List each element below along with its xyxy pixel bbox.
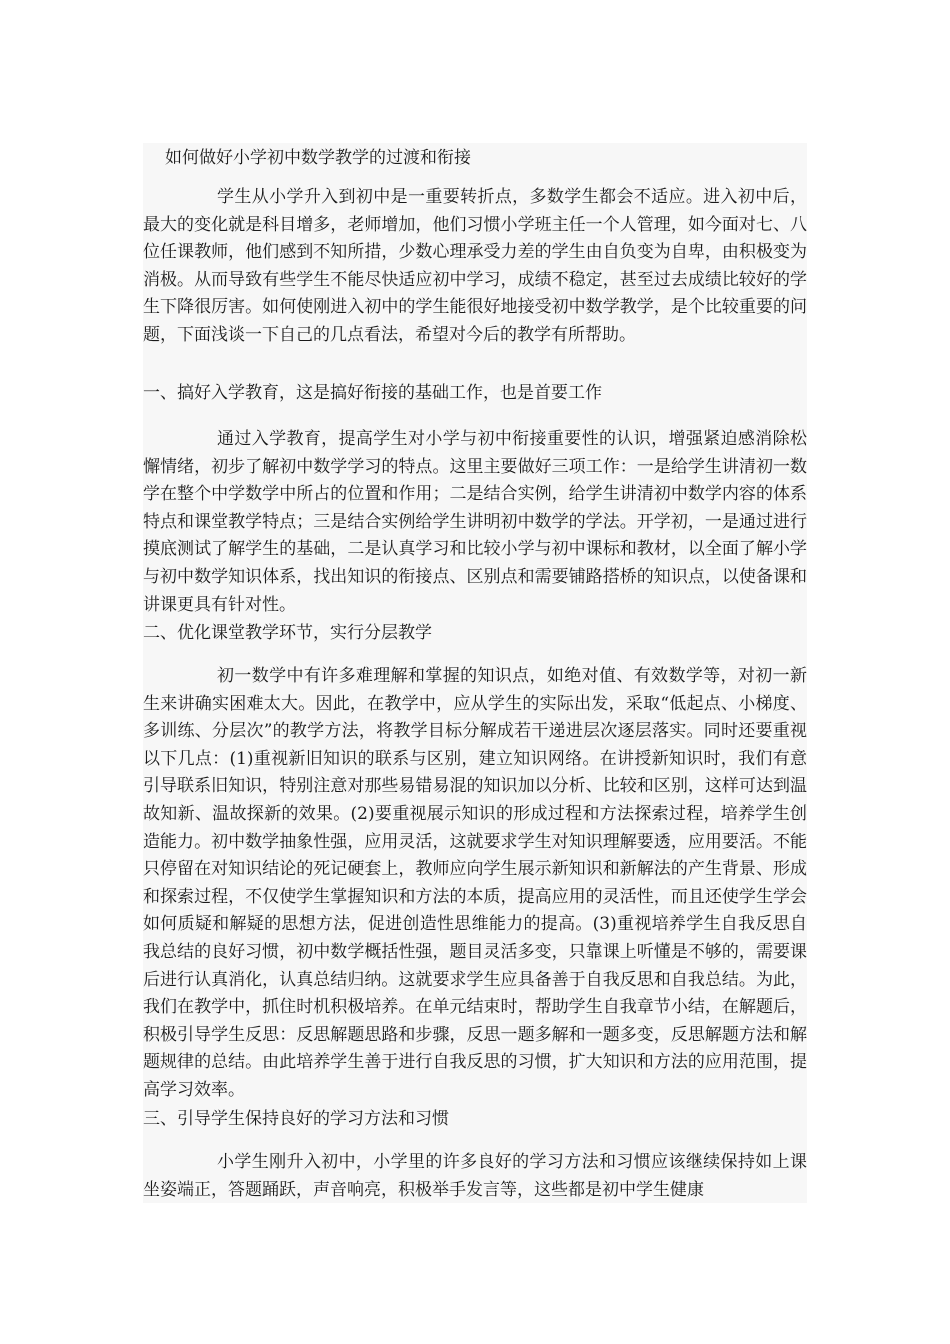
paragraph-section-1: 通过入学教育，提高学生对小学与初中衔接重要性的认识，增强紧迫感消除松懈情绪，初步了解初中数学学习的特点。这里主要做好三项工作：一是给学生讲清初一数学在整个中学数学中所占的位置和作用；二是结合实例，给学生讲清初中数学内容的体系特点和课堂教学特点；三是结合实例给学生讲明初中数学的学法。开学初，一是通过进行摸底测试了解学生的基础，二是认真学习和比较小学与初中课标和教材，以全面了解小学与初中数学知识体系，找出知识的衔接点、区别点和需要铺路搭桥的知识点，以使备课和讲课更具有针对性。 — [143, 429, 807, 615]
document-title: 如何做好小学初中数学教学的过渡和衔接 — [165, 148, 471, 168]
section-heading-2: 二、优化课堂教学环节，实行分层教学 — [143, 623, 432, 643]
paragraph-section-3: 小学生刚升入初中，小学里的许多良好的学习方法和习惯应该继续保持如上课坐姿端正，答题踊跃，声音响亮，积极举手发言等，这些都是初中学生健康 — [143, 1152, 807, 1200]
paragraph-section-2: 初一数学中有许多难理解和掌握的知识点，如绝对值、有效数学等，对初一新生来讲确实困难太大。因此，在教学中，应从学生的实际出发，采取“低起点、小梯度、多训练、分层次”的教学方法，将教学目标分解成若干递进层次逐层落实。同时还要重视以下几点：(1)重视新旧知识的联系与区别，建立知识网络。在讲授新知识时，我们有意引导联系旧知识，特别注意对那些易错易混的知识加以分析、比较和区别，这样可达到温故知新、温故探新的效果。(2)要重视展示知识的形成过程和方法探索过程，培养学生创造能力。初中数学抽象性强，应用灵活，这就要求学生对知识理解要透，应用要活。不能只停留在对知识结论的死记硬套上，教师应向学生展示新知识和新解法的产生背景、形成和探索过程，不仅使学生掌握知识和方法的本质，提高应用的灵活性，而且还使学生学会如何质疑和解疑的思想方法，促进创造性思维能力的提高。(3)重视培养学生自我反思自我总结的良好习惯，初中数学概括性强，题目灵活多变，只靠课上听懂是不够的，需要课后进行认真消化，认真总结归纳。这就要求学生应具备善于自我反思和自我总结。为此，我们在教学中，抓住时机积极培养。在单元结束时，帮助学生自我章节小结，在解题后，积极引导学生反思：反思解题思路和步骤，反思一题多解和一题多变，反思解题方法和解题规律的总结。由此培养学生善于进行自我反思的习惯，扩大知识和方法的应用范围，提高学习效率。 — [143, 666, 807, 1100]
paragraph-intro: 学生从小学升入到初中是一重要转折点，多数学生都会不适应。进入初中后，最大的变化就是科目增多，老师增加，他们习惯小学班主任一个人管理，如今面对七、八位任课教师，他们感到不知所措，少数心理承受力差的学生由自负变为自卑，由积极变为消极。从而导致有些学生不能尽快适应初中学习，成绩不稳定，甚至过去成绩比较好的学生下降很厉害。如何使刚进入初中的学生能很好地接受初中数学教学，是个比较重要的问题，下面浅谈一下自己的几点看法，希望对今后的教学有所帮助。 — [143, 187, 807, 345]
section-heading-1: 一、搞好入学教育，这是搞好衔接的基础工作，也是首要工作 — [143, 383, 602, 403]
section-heading-3: 三、引导学生保持良好的学习方法和习惯 — [143, 1109, 449, 1129]
